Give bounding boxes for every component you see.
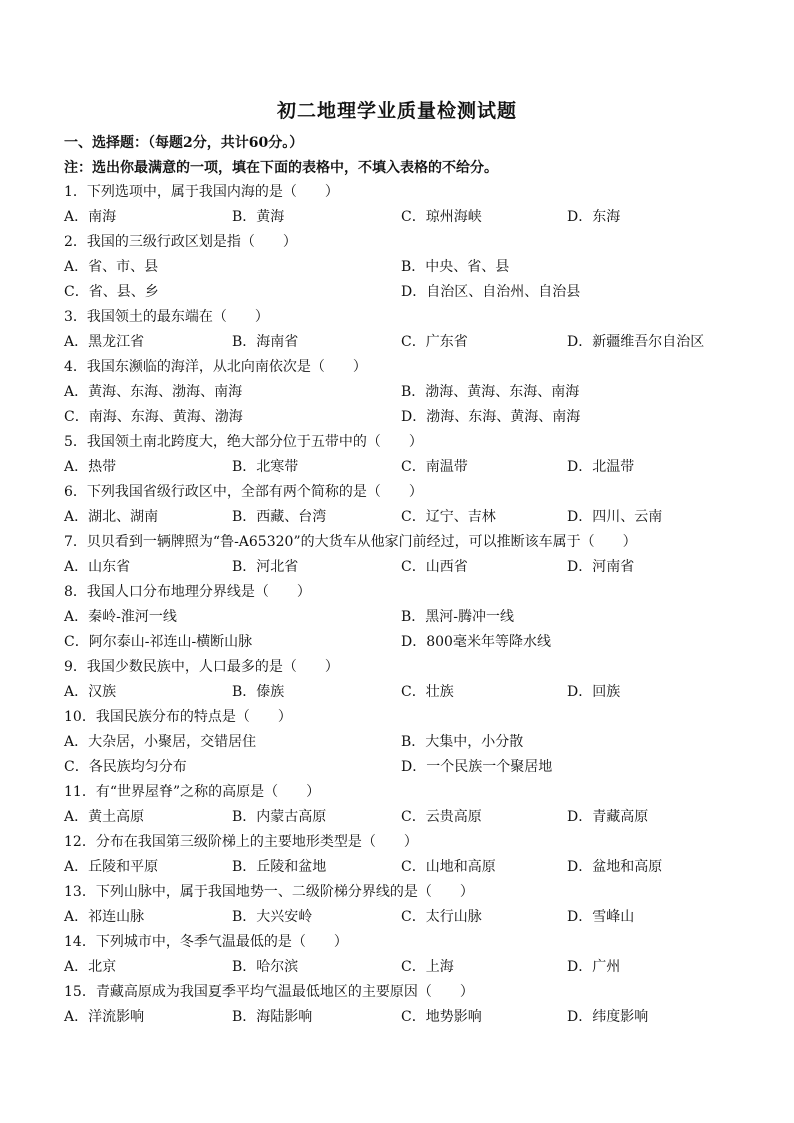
question-stem: 5．我国领土南北跨度大，绝大部分位于五带中的（ ） [64,434,423,450]
option-row [64,605,744,630]
answer-option: A．热带 [64,459,117,475]
answer-option: D．800毫米年等降水线 [401,634,551,650]
question-stem: 7．贝贝看到一辆牌照为“鲁-A65320”的大货车从他家门前经过，可以推断该车属于（ ） [64,534,637,550]
answer-option: B．海南省 [232,334,299,350]
instruction-note: 注：选出你最满意的一项，填在下面的表格中，不填入表格的不给分。 [64,160,498,176]
option-row [64,905,744,930]
option-row [64,380,744,405]
option-row [64,730,744,755]
section-heading: 一、选择题：（每题2分，共计60分。） [64,135,304,151]
answer-option: A．山东省 [64,559,131,575]
question-list [64,180,744,1030]
question-stem: 6．下列我国省级行政区中，全部有两个简称的是（ ） [64,484,423,500]
answer-option: C．南海、东海、黄海、渤海 [64,409,243,425]
answer-option: A．秦岭-淮河一线 [64,609,177,625]
answer-option: C．上海 [401,959,454,975]
answer-option: C．广东省 [401,334,468,350]
answer-option: D．四川、云南 [567,509,663,525]
option-row [64,855,744,880]
option-row [64,680,744,705]
answer-option: C．地势影响 [401,1009,482,1025]
answer-option: B．大集中，小分散 [401,734,524,750]
option-row [64,555,744,580]
answer-option: A．黑龙江省 [64,334,145,350]
answer-option: B．黑河-腾冲一线 [401,609,515,625]
answer-option: A．汉族 [64,684,117,700]
answer-option: A．大杂居，小聚居，交错居住 [64,734,257,750]
answer-option: B．内蒙古高原 [232,809,327,825]
question-stem: 15．青藏高原成为我国夏季平均气温最低地区的主要原因（ ） [64,984,474,1000]
answer-option: A．洋流影响 [64,1009,145,1025]
answer-option: C．琼州海峡 [401,209,482,225]
option-row [64,455,744,480]
question-stem: 10．我国民族分布的特点是（ ） [64,709,292,725]
answer-option: D．盆地和高原 [567,859,663,875]
option-row [64,805,744,830]
answer-option: C．山地和高原 [401,859,496,875]
question-stem: 4．我国东濒临的海洋，从北向南依次是（ ） [64,359,367,375]
answer-option: D．北温带 [567,459,635,475]
answer-option: B．大兴安岭 [232,909,313,925]
answer-option: D．新疆维吾尔自治区 [567,334,705,350]
option-row [64,755,744,780]
answer-option: C．南温带 [401,459,468,475]
answer-option: D．渤海、东海、黄海、南海 [401,409,581,425]
option-row [64,955,744,980]
question-stem: 2．我国的三级行政区划是指（ ） [64,234,297,250]
answer-option: D．雪峰山 [567,909,635,925]
question-stem: 11．有“世界屋脊”之称的高原是（ ） [64,784,321,800]
answer-option: A．黄海、东海、渤海、南海 [64,384,243,400]
answer-option: C．省、县、乡 [64,284,159,300]
answer-option: D．回族 [567,684,621,700]
answer-option: A．省、市、县 [64,259,159,275]
answer-option: A．北京 [64,959,117,975]
answer-option: C．云贵高原 [401,809,482,825]
answer-option: D．河南省 [567,559,635,575]
answer-option: D．自治区、自治州、自治县 [401,284,581,300]
answer-option: B．黄海 [232,209,285,225]
option-row [64,405,744,430]
answer-option: D．一个民族一个聚居地 [401,759,553,775]
question-stem: 14．下列城市中，冬季气温最低的是（ ） [64,934,348,950]
answer-option: C．太行山脉 [401,909,482,925]
answer-option: D．青藏高原 [567,809,649,825]
answer-option: B．海陆影响 [232,1009,313,1025]
answer-option: A．南海 [64,209,117,225]
option-row [64,1005,744,1030]
option-row [64,205,744,230]
answer-option: A．黄土高原 [64,809,145,825]
answer-option: B．西藏、台湾 [232,509,327,525]
question-stem: 3．我国领土的最东端在（ ） [64,309,269,325]
question-stem: 8．我国人口分布地理分界线是（ ） [64,584,311,600]
answer-option: A．丘陵和平原 [64,859,159,875]
question-stem: 13．下列山脉中，属于我国地势一、二级阶梯分界线的是（ ） [64,884,474,900]
answer-option: D．纬度影响 [567,1009,649,1025]
answer-option: A．祁连山脉 [64,909,145,925]
answer-option: B．傣族 [232,684,285,700]
option-row [64,280,744,305]
answer-option: B．哈尔滨 [232,959,299,975]
answer-option: B．河北省 [232,559,299,575]
answer-option: C．辽宁、吉林 [401,509,496,525]
answer-option: C．壮族 [401,684,454,700]
answer-option: C．阿尔泰山-祁连山-横断山脉 [64,634,253,650]
answer-option: B．北寒带 [232,459,299,475]
answer-option: D．东海 [567,209,621,225]
answer-option: D．广州 [567,959,621,975]
answer-option: A．湖北、湖南 [64,509,159,525]
exam-title: 初二地理学业质量检测试题 [276,100,517,122]
answer-option: C．山西省 [401,559,468,575]
question-stem: 1．下列选项中，属于我国内海的是（ ） [64,184,339,200]
option-row [64,330,744,355]
option-row [64,630,744,655]
answer-option: B．中央、省、县 [401,259,510,275]
question-stem: 12．分布在我国第三级阶梯上的主要地形类型是（ ） [64,834,418,850]
option-row [64,505,744,530]
answer-option: B．渤海、黄海、东海、南海 [401,384,580,400]
answer-option: B．丘陵和盆地 [232,859,327,875]
answer-option: C．各民族均匀分布 [64,759,187,775]
option-row [64,255,744,280]
question-stem: 9．我国少数民族中，人口最多的是（ ） [64,659,339,675]
